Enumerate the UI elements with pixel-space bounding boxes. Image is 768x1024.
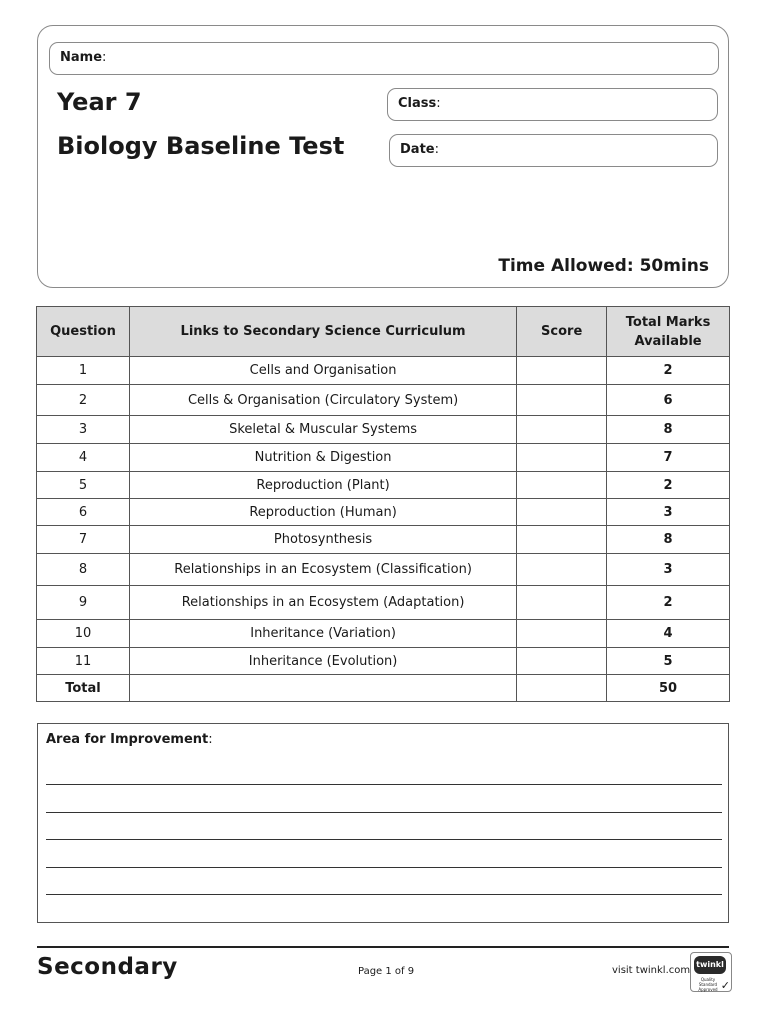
question-number-cell: 1 — [37, 357, 130, 385]
marks-available-cell: 8 — [607, 526, 730, 554]
total-links-cell — [129, 675, 516, 702]
table-row — [37, 472, 730, 499]
writing-line — [46, 839, 722, 840]
marks-available-cell: 2 — [607, 586, 730, 620]
topic-cell: Skeletal & Muscular Systems — [129, 416, 516, 444]
marks-available-cell: 3 — [607, 499, 730, 526]
total-score-cell[interactable] — [517, 675, 607, 702]
question-number-cell: 11 — [37, 648, 130, 675]
score-cell[interactable] — [517, 385, 607, 416]
topic-cell: Relationships in an Ecosystem (Adaptation) — [129, 586, 516, 620]
name-field[interactable]: Name: — [49, 42, 719, 75]
table-row — [37, 357, 730, 385]
question-number-cell: 10 — [37, 620, 130, 648]
total-marks-header-line1: Total Marks — [625, 314, 711, 330]
date-field[interactable]: Date: — [389, 134, 718, 167]
marks-table — [36, 306, 730, 702]
topic-cell: Relationships in an Ecosystem (Classification) — [129, 554, 516, 586]
score-cell[interactable] — [517, 526, 607, 554]
date-label: Date — [400, 142, 435, 157]
topic-cell: Photosynthesis — [129, 526, 516, 554]
writing-line — [46, 894, 722, 895]
topic-cell: Reproduction (Plant) — [129, 472, 516, 499]
class-label: Class — [398, 96, 437, 111]
topic-cell: Cells & Organisation (Circulatory System) — [129, 385, 516, 416]
year-title: Year 7 — [57, 88, 142, 116]
footer-divider — [37, 946, 729, 948]
score-cell[interactable] — [517, 357, 607, 385]
question-number-cell: 8 — [37, 554, 130, 586]
score-header: Score — [517, 307, 607, 357]
topic-cell: Nutrition & Digestion — [129, 444, 516, 472]
marks-available-cell: 3 — [607, 554, 730, 586]
question-header: Question — [37, 307, 130, 357]
score-cell[interactable] — [517, 620, 607, 648]
total-label: Total — [37, 675, 130, 702]
question-number-cell: 3 — [37, 416, 130, 444]
topic-cell: Inheritance (Variation) — [129, 620, 516, 648]
table-row — [37, 416, 730, 444]
marks-available-cell: 2 — [607, 472, 730, 499]
score-cell[interactable] — [517, 648, 607, 675]
marks-available-cell: 6 — [607, 385, 730, 416]
class-field[interactable]: Class: — [387, 88, 718, 121]
score-cell[interactable] — [517, 554, 607, 586]
total-marks-header-line2: Available — [634, 333, 702, 349]
table-row — [37, 586, 730, 620]
score-cell[interactable] — [517, 416, 607, 444]
marks-available-cell: 2 — [607, 357, 730, 385]
score-cell[interactable] — [517, 444, 607, 472]
question-number-cell: 2 — [37, 385, 130, 416]
logo-subtext: Quality Standard Approved — [698, 977, 718, 992]
score-cell[interactable] — [517, 586, 607, 620]
twinkl-logo — [690, 952, 732, 992]
topic-cell: Cells and Organisation — [129, 357, 516, 385]
table-row — [37, 648, 730, 675]
marks-available-cell: 8 — [607, 416, 730, 444]
table-row-total — [37, 675, 730, 702]
question-number-cell: 5 — [37, 472, 130, 499]
table-row — [37, 554, 730, 586]
table-row — [37, 620, 730, 648]
name-label: Name — [60, 50, 103, 65]
question-number-cell: 4 — [37, 444, 130, 472]
brand-wordmark: Secondary — [37, 954, 178, 980]
marks-available-cell: 5 — [607, 648, 730, 675]
table-row — [37, 444, 730, 472]
writing-line — [46, 812, 722, 813]
table-header-row — [37, 307, 730, 357]
marks-available-cell: 7 — [607, 444, 730, 472]
header-panel — [37, 25, 729, 288]
question-number-cell: 6 — [37, 499, 130, 526]
total-marks: 50 — [607, 675, 730, 702]
improvement-box[interactable] — [37, 723, 729, 923]
table-row — [37, 499, 730, 526]
score-cell[interactable] — [517, 472, 607, 499]
test-title: Biology Baseline Test — [57, 132, 345, 160]
improvement-label: Area for Improvement: — [46, 732, 213, 747]
visit-link[interactable]: visit twinkl.com — [612, 965, 691, 976]
improvement-label-text: Area for Improvement — [46, 732, 209, 747]
topic-cell: Reproduction (Human) — [129, 499, 516, 526]
question-number-cell: 9 — [37, 586, 130, 620]
score-cell[interactable] — [517, 499, 607, 526]
marks-available-cell: 4 — [607, 620, 730, 648]
topic-cell: Inheritance (Evolution) — [129, 648, 516, 675]
table-row — [37, 526, 730, 554]
writing-line — [46, 784, 722, 785]
question-number-cell: 7 — [37, 526, 130, 554]
time-allowed: Time Allowed: 50mins — [498, 256, 709, 276]
checkmark-icon: ✓ — [720, 979, 730, 992]
links-header: Links to Secondary Science Curriculum — [129, 307, 516, 357]
table-row — [37, 385, 730, 416]
writing-line — [46, 867, 722, 868]
page-number: Page 1 of 9 — [358, 966, 415, 977]
total-marks-header — [607, 307, 730, 357]
logo-bubble: twinkl — [694, 956, 726, 974]
